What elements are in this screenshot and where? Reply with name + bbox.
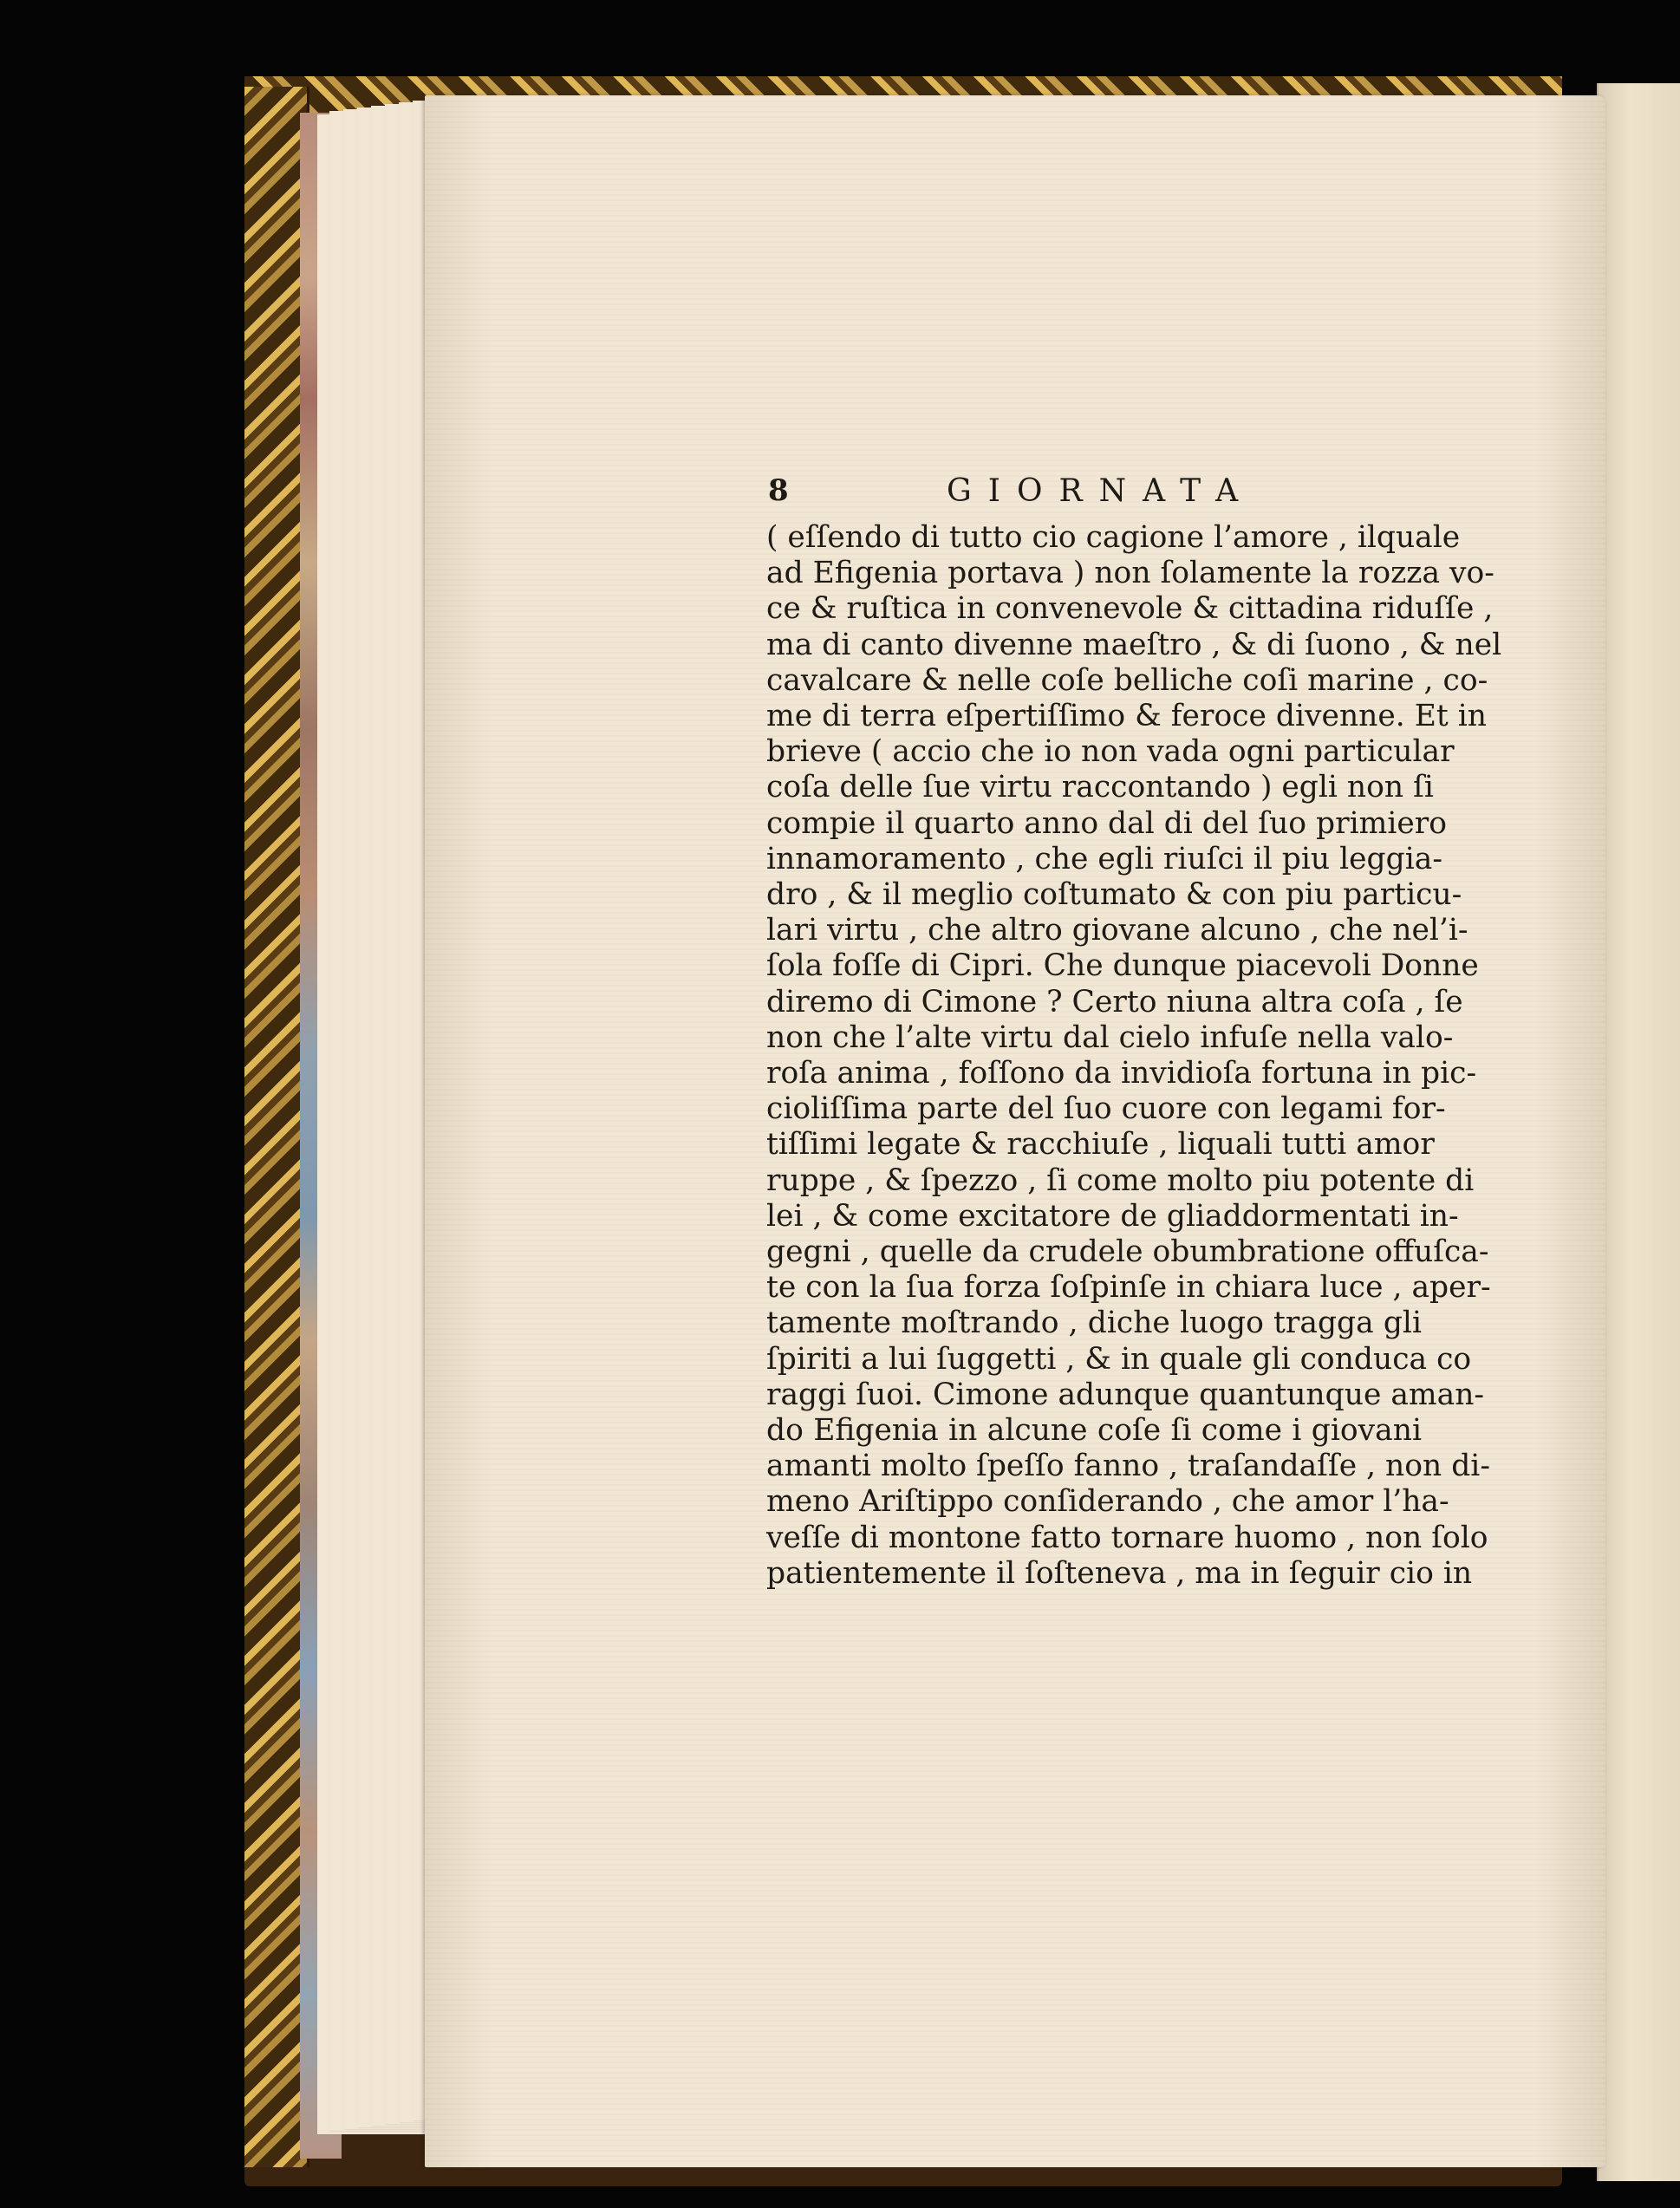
text-line: ce & ruſtica in convenevole & cittadina riduſſe , <box>766 591 1494 627</box>
text-line: innamoramento , che egli riuſci il piu leggia- <box>766 841 1442 876</box>
text-line: lei , & come excitatore de gliaddormentati in- <box>766 1198 1459 1234</box>
text-line: ma di canto divenne maeſtro , & di ſuono , & nel <box>766 627 1502 662</box>
running-head-title: GIORNATA <box>947 473 1255 509</box>
text-line: te con la ſua forza ſoſpinſe in chiara luce , aper- <box>766 1270 1491 1306</box>
text-line: amanti molto ſpeſſo fanno , traſandaſſe , non di- <box>766 1449 1490 1484</box>
text-line: cioliſſima parte del ſuo cuore con legami for- <box>766 1091 1446 1127</box>
text-line: tamente moſtrando , diche luogo tragga gli <box>766 1306 1422 1341</box>
text-line: coſa delle ſue virtu raccontando ) egli non ſi <box>766 770 1434 805</box>
text-line: ſpiriti a lui ſuggetti , & in quale gli conduca co <box>766 1341 1472 1377</box>
text-line: compie il quarto anno dal di del ſuo primiero <box>766 805 1448 841</box>
text-line: do Efigenia in alcune coſe ſi come i giovani <box>766 1413 1422 1449</box>
text-block <box>766 473 1502 1592</box>
text-line: roſa anima , foſſono da invidioſa fortuna in pic- <box>766 1056 1477 1091</box>
text-line: cavalcare & nelle coſe belliche coſi marine , co- <box>766 662 1488 698</box>
text-line: raggi ſuoi. Cimone adunque quantunque aman- <box>766 1377 1485 1412</box>
text-line: tiſſimi legate & racchiuſe , liquali tutti amor <box>766 1127 1435 1163</box>
text-line: ( eſſendo di tutto cio cagione l’amore , ilquale <box>766 520 1461 555</box>
next-leaf-edge <box>1597 83 1680 2181</box>
text-line: ruppe , & ſpezzo , ſi come molto piu potente di <box>766 1163 1475 1198</box>
text-line: ſola foſſe di Cipri. Che dunque piacevoli Donne <box>766 948 1479 984</box>
text-line: patientemente il ſoſteneva , ma in ſeguir cio in <box>766 1555 1473 1591</box>
text-line: me di terra eſpertiſſimo & feroce divenne. Et in <box>766 699 1487 734</box>
body-text <box>766 520 1502 1592</box>
text-line: ad Efigenia portava ) non ſolamente la rozza vo- <box>766 556 1494 591</box>
text-line: non che l’alte virtu dal cielo infuſe nella valo- <box>766 1019 1454 1055</box>
text-line: gegni , quelle da crudele obumbratione offuſca- <box>766 1234 1489 1270</box>
page-number: 8 <box>768 473 789 508</box>
text-line: meno Ariſtippo conſiderando , che amor l’ha- <box>766 1484 1449 1520</box>
text-line: veſſe di montone fatto tornare huomo , non ſolo <box>766 1520 1488 1555</box>
text-line: dro , & il meglio coſtumato & con piu particu- <box>766 877 1462 913</box>
text-line: brieve ( accio che io non vada ogni particular <box>766 734 1455 770</box>
running-head <box>766 473 1422 518</box>
text-line: diremo di Cimone ? Certo niuna altra coſa , ſe <box>766 984 1463 1019</box>
text-line: lari virtu , che altro giovane alcuno , che nel’i- <box>766 913 1468 948</box>
